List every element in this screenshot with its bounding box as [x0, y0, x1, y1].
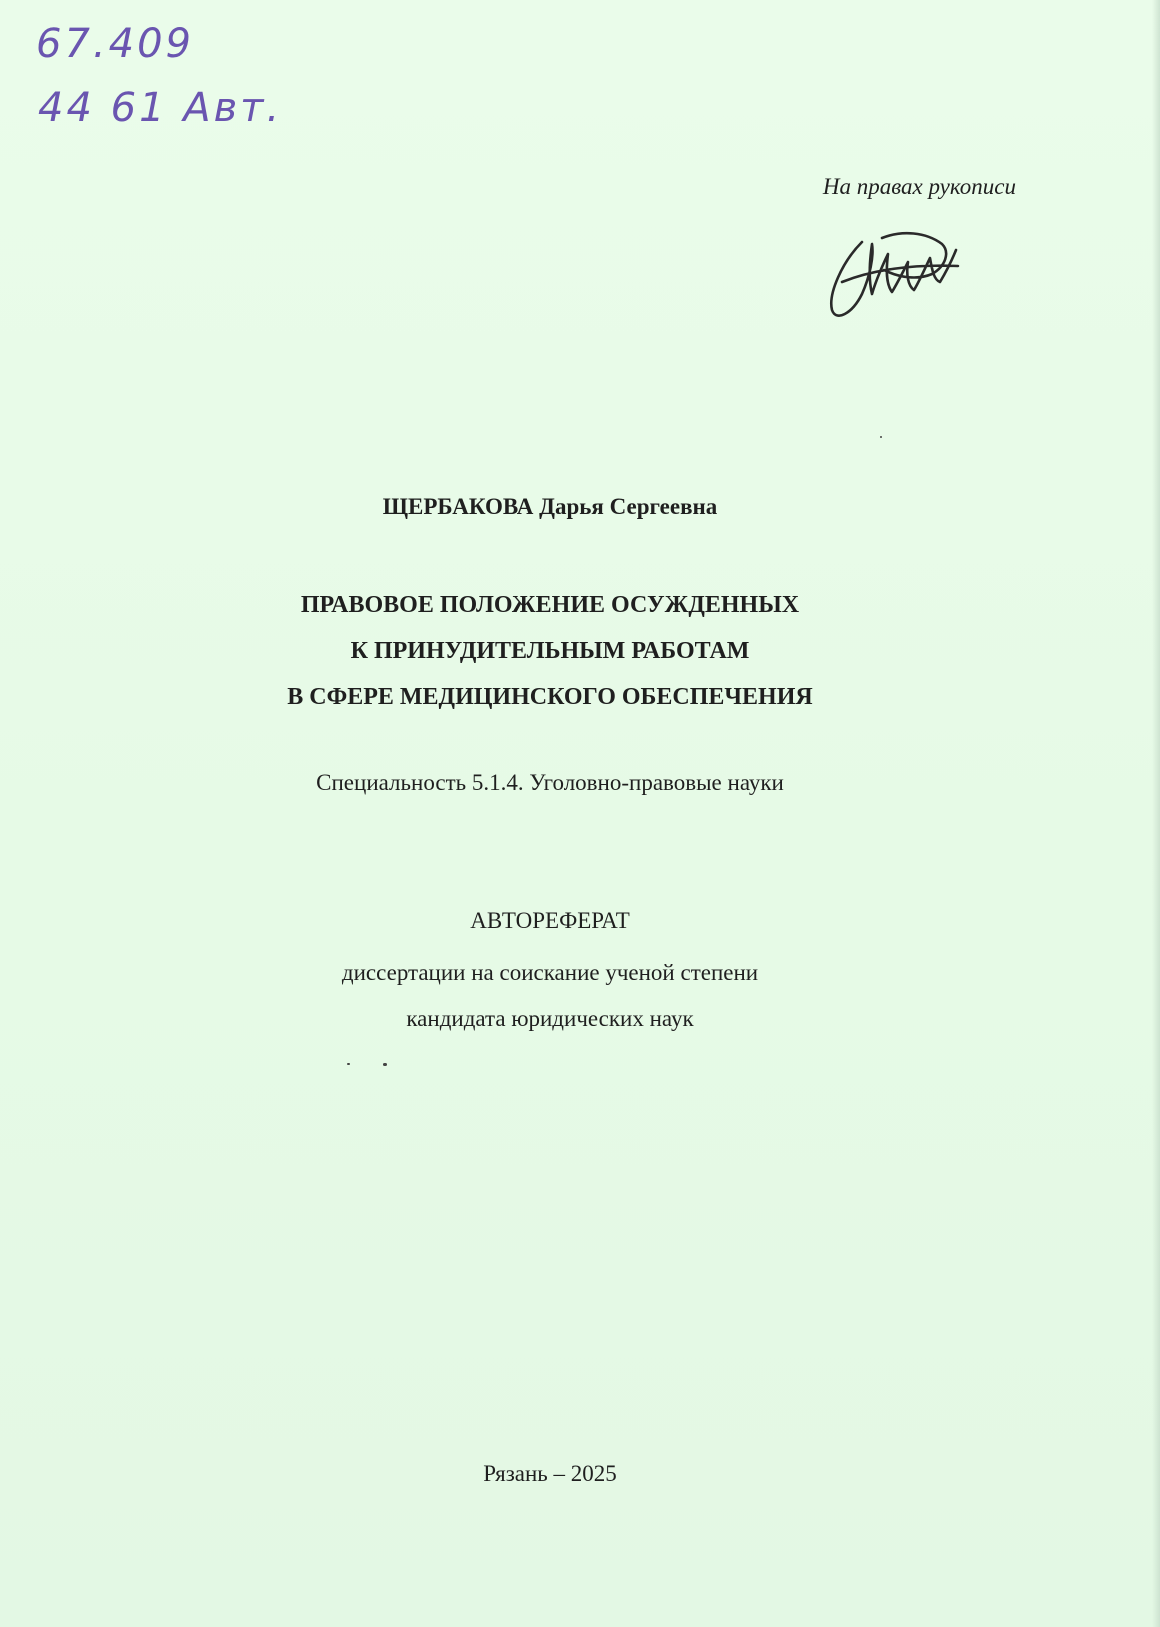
abstract-description-line: кандидата юридических наук	[406, 1006, 694, 1031]
scan-speck	[383, 1063, 387, 1066]
abstract-label: АВТОРЕФЕРАТ	[470, 908, 630, 933]
city-year: Рязань – 2025	[483, 1461, 617, 1486]
scan-speck	[880, 436, 882, 438]
page-edge-shadow	[1152, 0, 1160, 1627]
author-name: ЩЕРБАКОВА Дарья Сергеевна	[382, 494, 718, 519]
handwritten-catalog-number: 67.409	[36, 21, 194, 67]
scan-speck	[347, 1063, 350, 1065]
manuscript-rights-note: На правах рукописи	[822, 174, 1016, 199]
specialty-line: Специальность 5.1.4. Уголовно-правовые науки	[316, 770, 784, 795]
author-signature	[822, 222, 962, 332]
title-line: К ПРИНУДИТЕЛЬНЫМ РАБОТАМ	[350, 638, 750, 664]
dissertation-title	[0, 582, 1100, 720]
title-line: ПРАВОВОЕ ПОЛОЖЕНИЕ ОСУЖДЕННЫХ	[300, 592, 800, 618]
handwritten-catalog-code: 44 61 Авт.	[38, 85, 283, 131]
abstract-description	[0, 950, 1100, 1042]
title-line: В СФЕРЕ МЕДИЦИНСКОГО ОБЕСПЕЧЕНИЯ	[287, 684, 813, 710]
abstract-description-line: диссертации на соискание ученой степени	[341, 960, 759, 985]
